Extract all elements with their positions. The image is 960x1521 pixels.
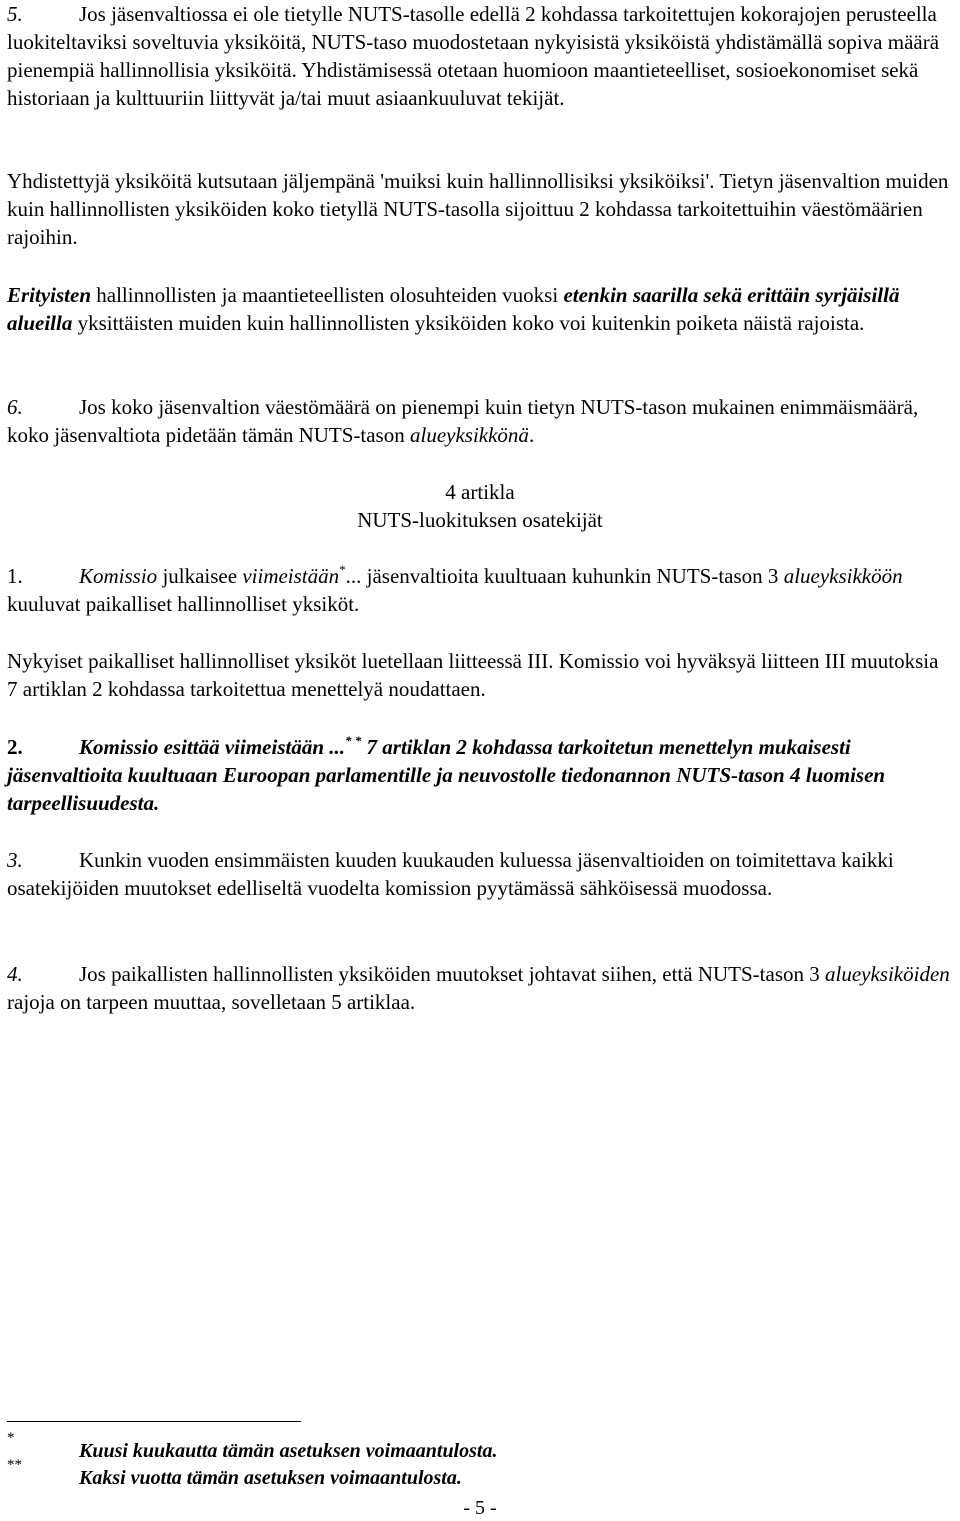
paragraph-text: Jos jäsenvaltiossa ei ole tietylle NUTS-tasolle edellä 2 kohdassa tarkoitettujen kokorajojen perusteella luokiteltaviksi soveltuvia yksiköitä, NUTS-taso muodostetaan nykyisistä yksiköistä yhdistämällä sopiva määrä pienempiä hallinnollisia yksiköitä. Yhdistämisessä otetaan huomioon maantieteelliset, sosioekonomiset sekä historiaan ja kulttuuriin liittyvät ja/tai muut asiaankuuluvat tekijät. [7, 2, 940, 110]
footnote-reference: * * [345, 733, 362, 748]
text-run: kuuluvat paikalliset hallinnolliset yksiköt. [7, 592, 360, 616]
article-4-paragraph-1 [7, 562, 952, 618]
footnote-mark: * [7, 1430, 15, 1446]
paragraph-number: 3. [7, 848, 23, 872]
paragraph-number: 6. [7, 395, 23, 419]
article-title: NUTS-luokituksen osatekijät [357, 508, 603, 532]
article-4-paragraph-2 [7, 733, 952, 817]
text-run: . [528, 423, 535, 447]
paragraph-text: Kunkin vuoden ensimmäisten kuuden kuukauden kuluessa jäsenvaltioiden on toimitettava kaikki osatekijöiden muutokset edelliseltä vuodelta komission pyytämässä sähköisessä muodossa. [7, 848, 894, 900]
emphasis-erityisten: Erityisten [7, 283, 92, 307]
paragraph-5-continued: Yhdistettyjä yksiköitä kutsutaan jäljempänä 'muiksi kuin hallinnollisiksi yksiköiksi'. Tietyn jäsenvaltion muiden kuin hallinnollisten yksiköiden koko tietyllä NUTS-tasolla sijoittuu 2 kohdassa tarkoitettuihin väestömäärien rajoihin. [7, 169, 949, 249]
paragraph-number: 2. [7, 735, 23, 759]
article-4-paragraph-3 [7, 846, 952, 902]
page-number: - 5 - [463, 1497, 497, 1519]
italic-term: alueyksiköiden [825, 962, 950, 986]
italic-term: alueyksikköön [783, 564, 903, 588]
footnote-reference: * [339, 562, 346, 577]
paragraph-5-exceptions [7, 281, 952, 337]
text-run: Jos paikallisten hallinnollisten yksiköiden muutokset johtavat siihen, että NUTS-tason 3 [79, 962, 825, 986]
paragraph-5 [7, 0, 952, 112]
footnote-text: Kuusi kuukautta tämän asetuksen voimaantulosta. [79, 1440, 498, 1462]
paragraph-number: 4. [7, 962, 23, 986]
paragraph-number: 5. [7, 2, 23, 26]
paragraph-number: 1. [7, 564, 23, 588]
text-run: rajoja on tarpeen muuttaa, sovelletaan 5 artiklaa. [7, 990, 416, 1014]
italic-term: Komissio [79, 564, 158, 588]
article-number: 4 artikla [445, 480, 515, 504]
italic-term: alueyksikkönä [409, 423, 529, 447]
text-run: julkaisee [157, 564, 243, 588]
article-4-paragraph-4 [7, 960, 952, 1016]
text-run: yksittäisten muiden kuin hallinnollisten yksiköiden koko voi kuitenkin poiketa näistä rajoista. [72, 311, 865, 335]
text-run: hallinnollisten ja maantieteellisten olosuhteiden vuoksi [91, 283, 564, 307]
footnote-text: Kaksi vuotta tämän asetuksen voimaantulosta. [79, 1467, 462, 1489]
text-run: 7 artiklan 2 kohdassa tarkoitetun menettelyn mukaisesti jäsenvaltioita kuultuaan Euroopan parlamentille ja neuvostolle tiedonannon NUTS-tason 4 luomisen tarpeellisuudesta. [7, 735, 886, 815]
footnote-separator [7, 1421, 301, 1422]
text-run: Jos koko jäsenvaltion väestömäärä on pienempi kuin tietyn NUTS-tason mukainen enimmäismäärä, koko jäsenvaltiota pidetään tämän NUTS-tason [7, 395, 919, 447]
text-run: ... jäsenvaltioita kuultuaan kuhunkin NUTS-tason 3 [345, 564, 784, 588]
emphasis-islands: etenkin saarilla sekä erittäin syrjäisillä alueilla [7, 283, 900, 335]
paragraph-6 [7, 393, 952, 449]
italic-term: viimeistään [242, 564, 340, 588]
footnote-mark: ** [7, 1457, 22, 1473]
article-4-paragraph-1-continued: Nykyiset paikalliset hallinnolliset yksiköt luetellaan liitteessä III. Komissio voi hyväksyä liitteen III muutoksia 7 artiklan 2 kohdassa tarkoitettua menettelyä noudattaen. [7, 649, 939, 701]
text-run: Komissio esittää viimeistään ... [79, 735, 346, 759]
